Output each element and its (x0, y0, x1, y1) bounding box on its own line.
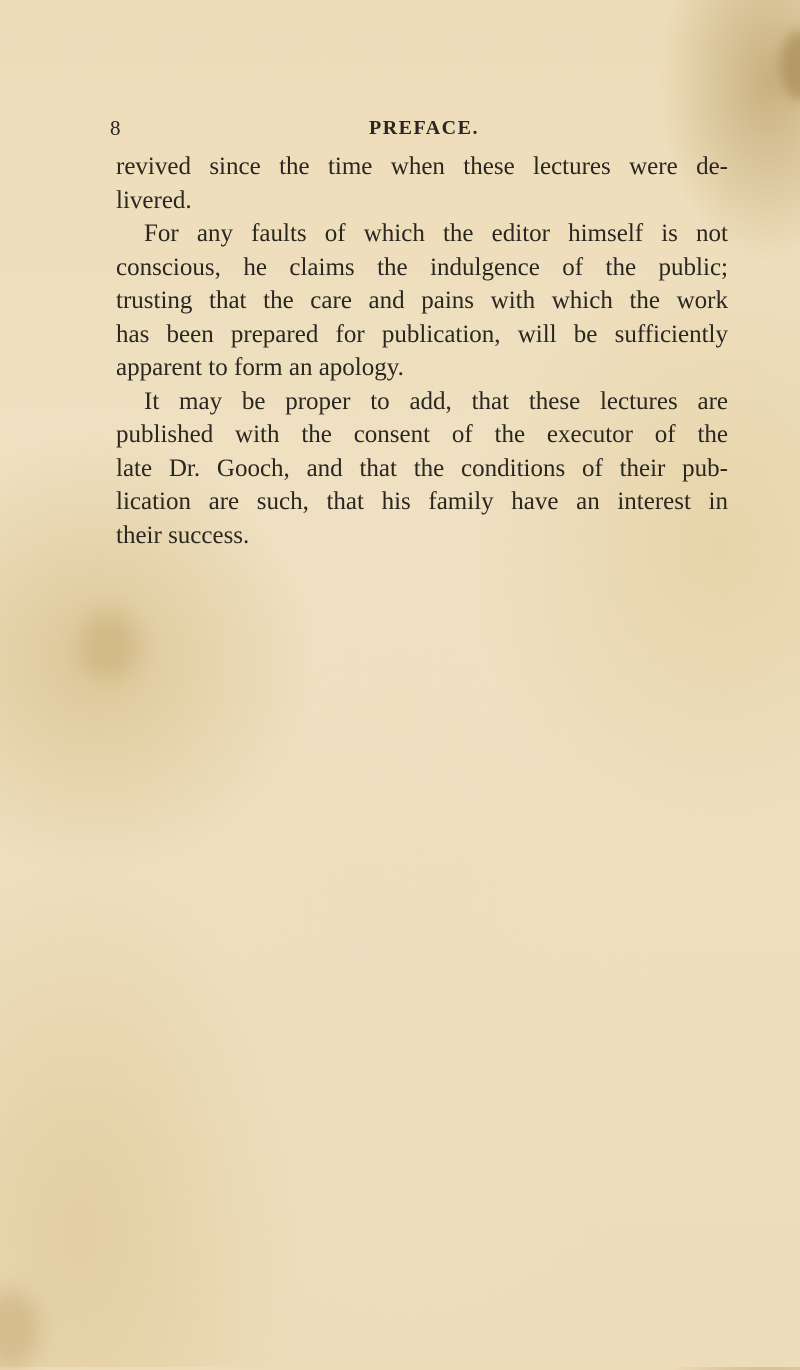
text-line: has been prepared for publication, will be sufficiently (116, 320, 728, 348)
text-line: late Dr. Gooch, and that the conditions of their pub- (116, 454, 728, 482)
text-line: published with the consent of the executor of the (116, 421, 728, 448)
text-line: trusting that the care and pains with which the work (116, 287, 728, 314)
running-head: PREFACE. (369, 117, 479, 139)
paper-stain (780, 30, 800, 100)
text-line: For any faults of which the editor himself is not (144, 220, 728, 247)
text-line: their success. (116, 521, 250, 549)
text-line: livered. (116, 186, 192, 214)
text-line: lication are such, that his family have an interest in (116, 488, 728, 515)
text-line: revived since the time when these lectures were de- (116, 153, 728, 180)
text-line: apparent to form an apology. (116, 354, 404, 381)
paper-stain (0, 1290, 40, 1370)
paper-stain (80, 610, 140, 680)
body-text (116, 150, 728, 552)
text-line: conscious, he claims the indulgence of the public; (116, 253, 728, 281)
text-line: It may be proper to add, that these lectures are (144, 387, 728, 415)
page-number: 8 (110, 116, 121, 140)
